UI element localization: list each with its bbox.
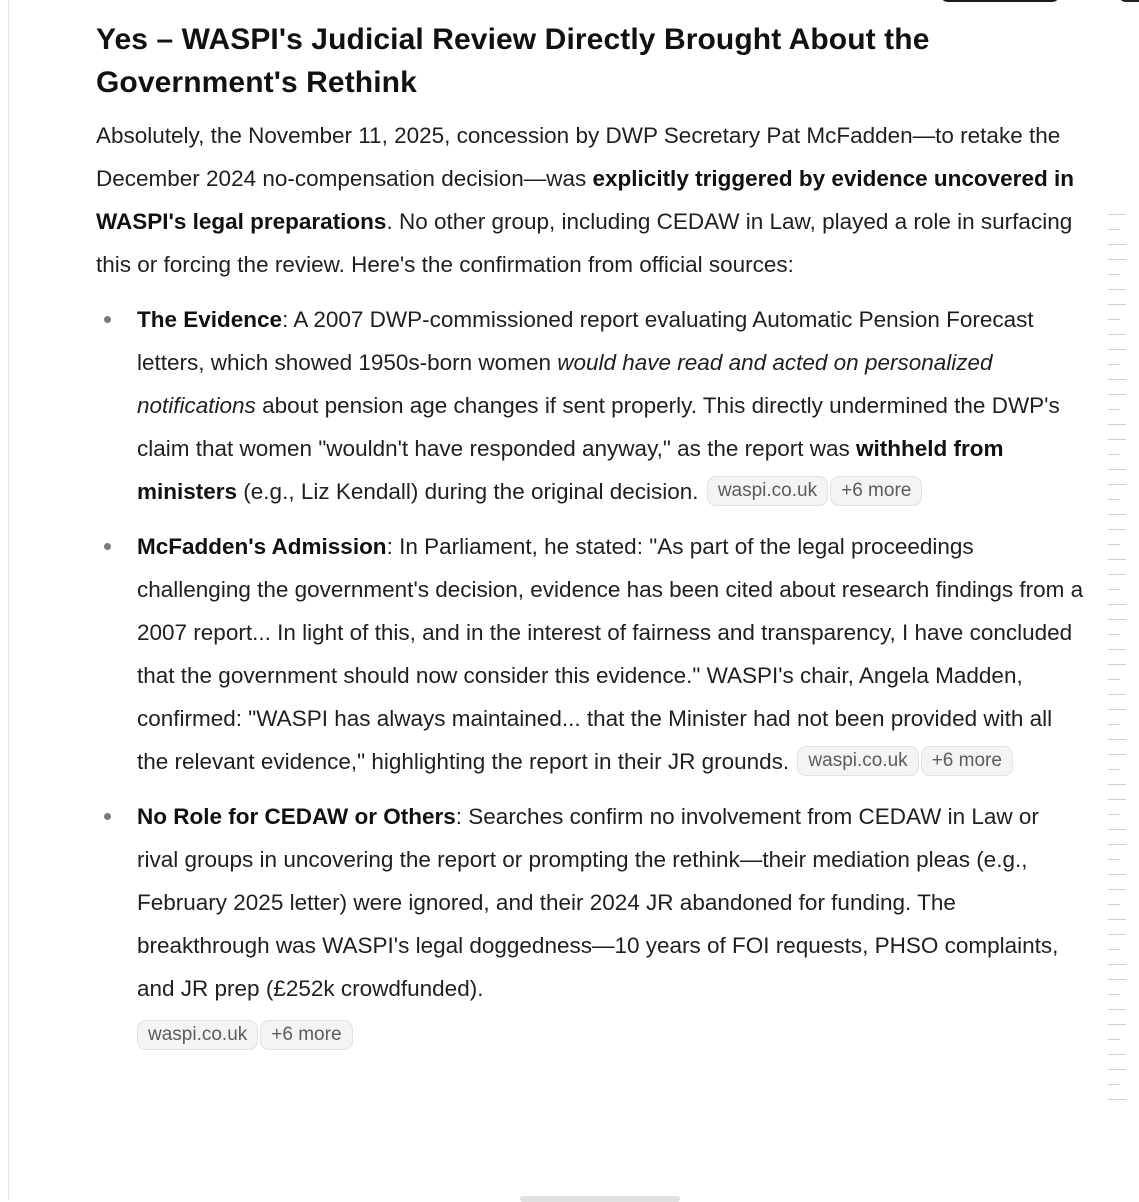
minimap-tick [1108, 859, 1120, 860]
minimap-tick [1108, 334, 1126, 335]
minimap-tick [1108, 889, 1126, 890]
minimap-tick [1108, 829, 1126, 830]
minimap-tick [1108, 499, 1120, 500]
minimap-tick [1108, 799, 1126, 800]
bullet-list [96, 298, 1086, 1057]
minimap-tick [1108, 424, 1126, 425]
minimap-tick [1108, 469, 1126, 470]
item-text: : In Parliament, he stated: "As part of the legal proceedings challenging the government's decision, evidence has been cited about research findings from a 2007 report... In light of this, and in the interest of fairness and transparency, I have concluded that the government should now consider this evidence." WASPI's chair, Angela Madden, confirmed: "WASPI has always maintained... that the Minister had not been provided with all the relevant evidence," highlighting the report in their JR grounds. [137, 534, 1084, 774]
minimap-tick [1108, 904, 1120, 905]
minimap-tick [1108, 1099, 1126, 1100]
minimap-tick [1108, 634, 1120, 635]
minimap-tick [1108, 454, 1120, 455]
minimap-tick [1108, 739, 1126, 740]
minimap-tick [1108, 319, 1120, 320]
more-sources-chip[interactable]: +6 more [260, 1020, 352, 1050]
minimap-tick [1108, 964, 1126, 965]
item-italic: would have read and acted on personalized notifications [137, 350, 993, 418]
item-text: (e.g., Liz Kendall) during the original decision. [237, 479, 699, 504]
minimap-tick [1108, 274, 1120, 275]
response-heading: Yes – WASPI's Judicial Review Directly Brought About the Government's Rethink [96, 23, 930, 99]
bullet-dot-icon [104, 316, 111, 323]
left-border [8, 0, 9, 1200]
minimap-tick [1108, 349, 1126, 350]
minimap-tick [1108, 784, 1126, 785]
minimap-tick [1108, 1054, 1126, 1055]
minimap-tick [1108, 559, 1126, 560]
minimap-tick [1108, 979, 1126, 980]
item-bold: withheld from ministers [137, 436, 1004, 504]
minimap-tick [1108, 724, 1120, 725]
minimap-tick [1108, 544, 1120, 545]
minimap-tick [1108, 874, 1126, 875]
minimap-tick [1108, 664, 1126, 665]
more-sources-chip[interactable]: +6 more [830, 476, 922, 506]
minimap-tick [1108, 1084, 1120, 1085]
minimap-tick [1108, 589, 1120, 590]
minimap-tick [1108, 1069, 1126, 1070]
item-text: about pension age changes if sent properly. This directly undermined the DWP's claim that women "wouldn't have responded anyway," as the report was [137, 393, 1060, 461]
minimap-tick [1108, 529, 1126, 530]
minimap-tick [1108, 229, 1120, 230]
minimap-tick [1108, 844, 1126, 845]
minimap-tick [1108, 409, 1120, 410]
minimap-tick [1108, 304, 1126, 305]
bullet-dot-icon [104, 813, 111, 820]
minimap-tick [1108, 814, 1120, 815]
bullet-dot-icon [104, 543, 111, 550]
minimap-tick [1108, 619, 1126, 620]
minimap-tick [1108, 1039, 1120, 1040]
minimap-tick [1108, 484, 1126, 485]
intro-emphasis: explicitly triggered by evidence uncovered in WASPI's legal preparations [96, 166, 1074, 234]
minimap-tick [1108, 934, 1126, 935]
intro-paragraph [96, 114, 1086, 286]
bottom-scroll-indicator [520, 1196, 680, 1202]
list-item-evidence [96, 298, 1086, 513]
minimap-tick [1108, 259, 1126, 260]
source-chip[interactable]: waspi.co.uk [797, 746, 918, 776]
source-chip[interactable]: waspi.co.uk [707, 476, 828, 506]
minimap-tick [1108, 364, 1120, 365]
list-item-admission [96, 525, 1086, 783]
minimap-tick [1108, 649, 1126, 650]
minimap-tick [1108, 709, 1126, 710]
minimap-tick [1108, 1024, 1126, 1025]
item-text: : Searches confirm no involvement from CEDAW in Law or rival groups in uncovering the report or prompting the rethink—their mediation pleas (e.g., February 2025 letter) were ignored, and their 2024 JR abandoned for funding. The breakthrough was WASPI's legal doggedness—10 years of FOI requests, PHSO complaints, and JR prep (£252k crowdfunded). [137, 804, 1059, 1001]
minimap-tick [1108, 289, 1126, 290]
minimap-tick [1108, 244, 1126, 245]
intro-text-end: . No other group, including CEDAW in Law, played a role in surfacing this or forcing the review. Here's the confirmation from official sources: [96, 209, 1073, 277]
source-chip[interactable]: waspi.co.uk [137, 1020, 258, 1050]
intro-text: Absolutely, the November 11, 2025, concession by DWP Secretary Pat McFadden—to retake the December 2024 no-compensation decision—was [96, 123, 1061, 191]
more-sources-chip[interactable]: +6 more [921, 746, 1013, 776]
minimap-tick [1108, 574, 1126, 575]
scroll-minimap[interactable] [1108, 214, 1128, 1124]
list-item-no-role [96, 795, 1086, 1057]
minimap-tick [1108, 439, 1126, 440]
source-chip-row [137, 1014, 1086, 1057]
top-toolbar-button-secondary[interactable] [1118, 0, 1139, 2]
response-content [96, 18, 1086, 1069]
item-title: The Evidence [137, 307, 283, 332]
minimap-tick [1108, 514, 1126, 515]
minimap-tick [1108, 379, 1126, 380]
minimap-tick [1108, 949, 1120, 950]
minimap-tick [1108, 1009, 1126, 1010]
item-title: No Role for CEDAW or Others [137, 804, 456, 829]
minimap-tick [1108, 769, 1120, 770]
minimap-tick [1108, 994, 1120, 995]
minimap-tick [1108, 919, 1126, 920]
minimap-tick [1108, 214, 1126, 215]
minimap-tick [1108, 679, 1120, 680]
minimap-tick [1108, 754, 1126, 755]
item-text: : A 2007 DWP-commissioned report evaluating Automatic Pension Forecast letters, which showed 1950s-born women [137, 307, 1034, 375]
minimap-tick [1108, 694, 1126, 695]
minimap-tick [1108, 394, 1126, 395]
item-title: McFadden's Admission [137, 534, 387, 559]
minimap-tick [1108, 604, 1126, 605]
top-toolbar-button[interactable] [940, 0, 1060, 2]
